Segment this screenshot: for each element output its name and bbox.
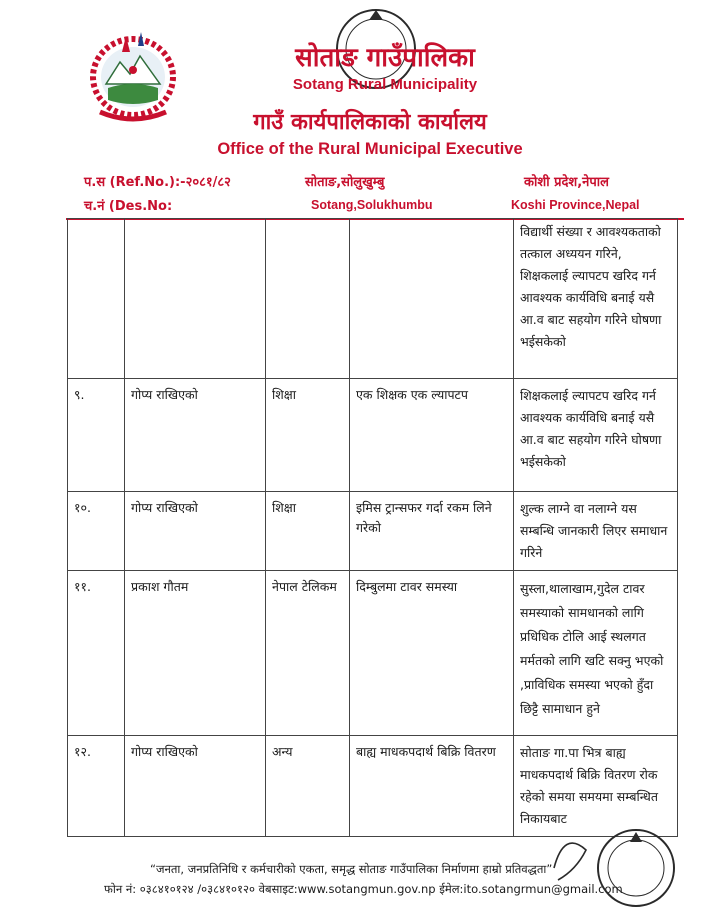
province-en: Koshi Province,Nepal bbox=[511, 198, 640, 212]
sector-cell: शिक्षा bbox=[266, 379, 350, 492]
problem-cell: बाह्य माधकपदार्थ बिक्रि वितरण bbox=[350, 736, 514, 837]
sector-cell bbox=[266, 219, 350, 379]
action-cell: विद्यार्थी संख्या र आवश्यकताको तत्काल अध्ययन गरिने, शिक्षकलाई ल्यापटप खरिद गर्न आवश्यक कार्यविधि बनाई यसै आ.व बाट सहयोग गरिने घोषणा भईसकेको bbox=[514, 219, 678, 379]
action-cell: शिक्षकलाई ल्यापटप खरिद गर्न आवश्यक कार्यविधि बनाई यसै आ.व बाट सहयोग गरिने घोषणा भईसकेको bbox=[514, 379, 678, 492]
office-title-np: गाउँ कार्यपालिकाको कार्यालय bbox=[253, 110, 487, 135]
sector-cell: अन्य bbox=[266, 736, 350, 837]
municipality-title-np: सोताङ गाउँपालिका bbox=[295, 43, 475, 73]
problem-cell: दिम्बुलमा टावर समस्या bbox=[350, 571, 514, 736]
name-cell bbox=[125, 219, 266, 379]
serial-cell: १०. bbox=[68, 492, 125, 571]
table-row bbox=[68, 219, 678, 379]
location-np: सोताङ,सोलुखुम्बु bbox=[305, 175, 385, 190]
sector-cell: शिक्षा bbox=[266, 492, 350, 571]
name-cell: गोप्य राखिएको bbox=[125, 492, 266, 571]
office-title-en: Office of the Rural Municipal Executive bbox=[217, 140, 523, 158]
problem-cell: एक शिक्षक एक ल्यापटप bbox=[350, 379, 514, 492]
dispatch-number: च.नं (Des.No: bbox=[84, 199, 173, 214]
table-row bbox=[68, 379, 678, 492]
table-row bbox=[68, 571, 678, 736]
name-cell: गोप्य राखिएको bbox=[125, 736, 266, 837]
ref-number: प.स (Ref.No.):-२०८१/८२ bbox=[84, 175, 231, 190]
nepal-emblem-icon bbox=[78, 22, 188, 122]
problem-cell: इमिस ट्रान्सफर गर्दा रकम लिने गरेको bbox=[350, 492, 514, 571]
province-np: कोशी प्रदेश,नेपाल bbox=[524, 175, 609, 190]
grievance-table bbox=[67, 218, 678, 837]
name-cell: प्रकाश गौतम bbox=[125, 571, 266, 736]
action-cell: शुल्क लाग्ने वा नलाग्ने यस सम्बन्धि जानकारी लिएर समाधान गरिने bbox=[514, 492, 678, 571]
action-cell: सुस्ला,थालाखाम,गुदेल टावर समस्याको सामधानको लागि प्रधिधिक टोलि आई स्थलगत मर्मतको लागि खटि सक्नु भएको ,प्राविधिक समस्या भएको हुँदा छिट्टै सामाधान हुने bbox=[514, 571, 678, 736]
serial-cell: ११. bbox=[68, 571, 125, 736]
serial-cell bbox=[68, 219, 125, 379]
name-cell: गोप्य राखिएको bbox=[125, 379, 266, 492]
table-row bbox=[68, 492, 678, 571]
footer-contact: फोन नं: ०३८४१०१२४ /०३८४१०१२० वेबसाइट:www.sotangmun.gov.np ईमेल:ito.sotangrmun@gmail.com bbox=[104, 882, 623, 896]
problem-cell bbox=[350, 219, 514, 379]
footer-motto: “जनता, जनप्रतिनिधि र कर्मचारीको एकता, समृद्ध सोताङ गाउँपालिका निर्माणमा हाम्रो प्रतिवद्धता” bbox=[150, 862, 553, 876]
sector-cell: नेपाल टेलिकम bbox=[266, 571, 350, 736]
office-stamp-icon bbox=[546, 820, 676, 910]
serial-cell: १२. bbox=[68, 736, 125, 837]
municipality-title-en: Sotang Rural Municipality bbox=[292, 76, 478, 93]
action-cell: सोताङ गा.पा भित्र बाह्य माधकपदार्थ बिक्रि वितरण रोक रहेको समया समयमा सम्बन्धित निकायबाट bbox=[514, 736, 678, 837]
location-en: Sotang,Solukhumbu bbox=[311, 198, 433, 212]
serial-cell: ९. bbox=[68, 379, 125, 492]
